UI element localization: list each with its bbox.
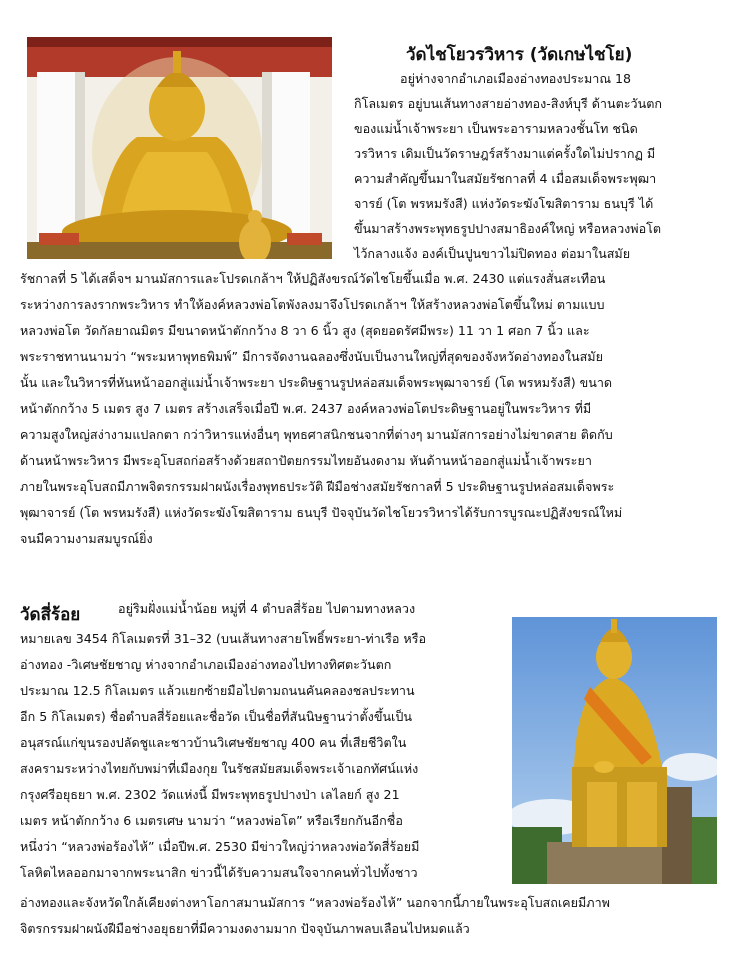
paragraph-line: อ่างทอง -วิเศษชัยชาญ ห่างจากอำเภอเมืองอ่างทองไปทางทิศตะวันตก [20, 657, 392, 672]
paragraph-line: อ่างทองและจังหวัดใกล้เคียงต่างหาโอกาสมานมัสการ “หลวงพ่อร้องไห้” นอกจากนี้ภายในพระอุโบสถเคยมีภาพ [20, 895, 610, 910]
paragraph-line: อีก 5 กิโลเมตร) ชื่อตำบลสี่ร้อยและชื่อวัด เป็นชื่อที่สันนิษฐานว่าตั้งขึ้นเป็น [20, 709, 412, 724]
section-title-wat-chaiyo: วัดไชโยวรวิหาร (วัดเกษไชโย) [406, 45, 633, 65]
paragraph-line: พุฒาจารย์ (โต พรหมรังสี) แห่งวัดระฆังโฆสิตาราม ธนบุรี ปัจจุบันวัดไชโยวรวิหารได้รับการบูรณะปฏิสังขรณ์ใหม่ [20, 505, 623, 520]
paragraph-line: โลหิตไหลออกมาจากพระนาสิก ข่าวนี้ได้รับความสนใจจากคนทั่วไปทั้งชาว [20, 865, 418, 880]
paragraph-line: นั้น และในวิหารที่หันหน้าออกสู่แม่น้ำเจ้าพระยา ประดิษฐานรูปหล่อสมเด็จพระพุฒาจารย์ (โต พรหมรังสี) ขนาด [20, 375, 613, 390]
paragraph-line: หมายเลข 3454 กิโลเมตรที่ 31–32 (บนเส้นทางสายโพธิ์พระยา-ท่าเรือ หรือ [20, 631, 427, 646]
paragraph-line: หลวงพ่อโต วัดกัลยาณมิตร มีขนาดหน้าตักกว้าง 8 วา 6 นิ้ว สูง (สุดยอดรัศมีพระ) 11 วา 1 ศอก 7 นิ้ว และ [20, 323, 590, 338]
paragraph-line: พระราชทานนามว่า “พระมหาพุทธพิมพ์” มีการจัดงานฉลองซึ่งนับเป็นงานใหญ่ที่สุดของจังหวัดอ่างทองในสมัย [20, 349, 603, 364]
paragraph-line: กิโลเมตร อยู่บนเส้นทางสายอ่างทอง-สิงห์บุรี ด้านตะวันตก [354, 96, 662, 111]
paragraph-line: จิตรกรรมฝาผนังฝีมือช่างอยุธยาที่มีความงดงามมาก ปัจจุบันภาพลบเลือนไปหมดแล้ว [20, 921, 470, 936]
paragraph-line: ความสูงใหญ่สง่างามแปลกตา กว่าวิหารแห่งอื่นๆ พุทธศาสนิกชนจากที่ต่างๆ มานมัสการอย่างไม่ขาดสาย ติดกับ [20, 427, 613, 442]
paragraph-line: หนึ่งว่า “หลวงพ่อร้องไห้” เมื่อปีพ.ศ. 2530 มีข่าวใหญ่ว่าหลวงพ่อวัดสี่ร้อยมี [20, 839, 420, 854]
paragraph-line: ภายในพระอุโบสถมีภาพจิตรกรรมฝาผนังเรื่องพุทธประวัติ ฝีมือช่างสมัยรัชกาลที่ 5 ประดิษฐานรูปหล่อสมเด็จพระ [20, 479, 615, 494]
paragraph-line: หน้าตักกว้าง 5 เมตร สูง 7 เมตร สร้างเสร็จเมื่อปี พ.ศ. 2437 องค์หลวงพ่อโตประดิษฐานอยู่ในพระวิหาร ที่มี [20, 401, 592, 416]
paragraph-line: เมตร หน้าตักกว้าง 6 เมตรเศษ นามว่า “หลวงพ่อโต” หรือเรียกกันอีกชื่อ [20, 813, 403, 828]
paragraph-line: ประมาณ 12.5 กิโลเมตร แล้วแยกซ้ายมือไปตามถนนคันคลองชลประทาน [20, 683, 415, 698]
paragraph-line: ระหว่างการลงรากพระวิหาร ทำให้องค์หลวงพ่อโตพังลงมาจึงโปรดเกล้าฯ ให้สร้างหลวงพ่อโตขึ้นใหม่ ตามแบบ [20, 297, 605, 312]
wat-chaiyo-buddha-photo [27, 37, 332, 259]
paragraph-line: อนุสรณ์แก่ขุนรองปลัดชูและชาวบ้านวิเศษชัยชาญ 400 คน ที่เสียชีวิตใน [20, 735, 407, 750]
paragraph-line: ด้านหน้าพระวิหาร มีพระอุโบสถก่อสร้างด้วยสถาปัตยกรรมไทยอันงดงาม หันด้านหน้าออกสู่แม่น้ำเจ้าพระยา [20, 453, 592, 468]
paragraph-line: รัชกาลที่ 5 ได้เสด็จฯ มานมัสการและโปรดเกล้าฯ ให้ปฏิสังขรณ์วัดไชโยขึ้นเมื่อ พ.ศ. 2430 แต่แรงสั่นสะเทือน [20, 271, 606, 286]
paragraph-line: จารย์ (โต พรหมรังสี) แห่งวัดระฆังโฆสิตาราม ธนบุรี ได้ [354, 196, 654, 211]
section-title-wat-si-roi: วัดสี่ร้อย [20, 605, 81, 625]
paragraph-line: ขึ้นมาสร้างพระพุทธรูปปางสมาธิองค์ใหญ่ หรือหลวงพ่อโต [354, 221, 662, 236]
paragraph-line: อยู่ห่างจากอำเภอเมืองอ่างทองประมาณ 18 [400, 71, 632, 86]
paragraph-line: จนมีความงามสมบูรณ์ยิ่ง [20, 531, 153, 546]
paragraph-line: อยู่ริมฝั่งแม่น้ำน้อย หมู่ที่ 4 ตำบลสี่ร้อย ไปตามทางหลวง [118, 601, 416, 616]
wat-si-roi-buddha-photo [512, 617, 717, 884]
paragraph-line: สงครามระหว่างไทยกับพม่าที่เมืองกุย ในรัชสมัยสมเด็จพระเจ้าเอกทัศน์แห่ง [20, 761, 419, 776]
paragraph-line: กรุงศรีอยุธยา พ.ศ. 2302 วัดแห่งนี้ มีพระพุทธรูปปางป่า เลไลยก์ สูง 21 [20, 787, 400, 802]
paragraph-line: วรวิหาร เดิมเป็นวัดราษฎร์สร้างมาแต่ครั้งใดไม่ปรากฏ มี [354, 146, 656, 161]
paragraph-line: ความสำคัญขึ้นมาในสมัยรัชกาลที่ 4 เมื่อสมเด็จพระพุฒา [354, 171, 657, 186]
paragraph-line: ของแม่น้ำเจ้าพระยา เป็นพระอารามหลวงชั้นโท ชนิด [354, 121, 638, 136]
paragraph-line: ไว้กลางแจ้ง องค์เป็นปูนขาวไม่ปิดทอง ต่อมาในสมัย [354, 246, 631, 261]
